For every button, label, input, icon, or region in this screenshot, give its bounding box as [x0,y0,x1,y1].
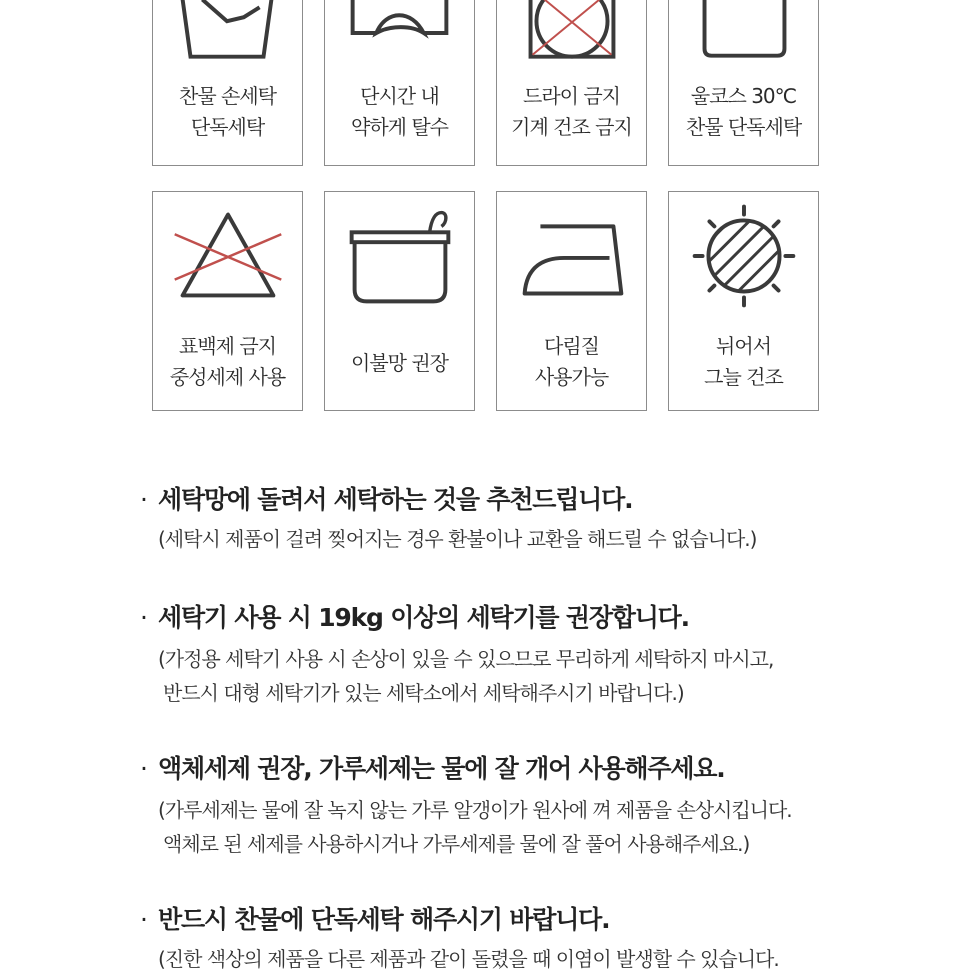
no-tumble-dry-icon [497,0,646,69]
card-line: 찬물 손세탁 [179,84,276,108]
care-card-wring [324,0,475,166]
note-detail: (가루세제는 물에 잘 녹지 않는 가루 알갱이가 원사에 껴 제품을 손상시킵니다. [158,798,792,822]
card-line: 그늘 건조 [704,365,783,389]
note-item [140,900,940,976]
note-detail: (가정용 세탁기 사용 시 손상이 있을 수 있으므로 무리하게 세탁하지 마시고, [158,647,774,671]
card-line: 표백제 금지 [179,334,276,358]
hand-wash-icon [153,0,302,69]
note-title: 세탁기 사용 시 19kg 이상의 세탁기를 권장합니다. [158,603,689,632]
card-line: 사용가능 [534,365,609,389]
care-card-laundry-net [324,191,475,411]
note-detail: (진한 색상의 제품을 다른 제품과 같이 돌렸을 때 이염이 발생할 수 있습니다. [158,947,779,971]
iron-icon [497,192,646,317]
note-item [140,598,940,710]
card-line: 단시간 내 [360,84,439,108]
care-card-no-bleach [152,191,303,411]
note-title: 세탁망에 돌려서 세탁하는 것을 추천드립니다. [158,485,633,514]
gentle-wring-icon [325,0,474,69]
note-detail: 반드시 대형 세탁기가 있는 세탁소에서 세탁해주시기 바랍니다.) [163,681,684,705]
wool-wash-icon [669,0,818,69]
card-line: 중성세제 사용 [169,365,286,389]
card-line: 드라이 금지 [523,84,620,108]
card-line: 찬물 단독세탁 [685,115,802,139]
card-line: 기계 건조 금지 [511,115,632,139]
note-item [140,749,940,861]
note-detail: 액체로 된 세제를 사용하시거나 가루세제를 물에 잘 풀어 사용해주세요.) [163,832,750,856]
card-line: 울코스 30℃ [690,84,797,108]
note-detail: (세탁시 제품이 걸려 찢어지는 경우 환불이나 교환을 해드릴 수 없습니다.) [158,527,757,551]
dry-flat-shade-icon [669,192,818,317]
card-line: 다림질 [544,334,599,358]
laundry-net-icon [325,192,474,317]
note-title: 반드시 찬물에 단독세탁 해주시기 바랍니다. [158,905,610,934]
note-item [140,480,940,556]
card-line: 단독세탁 [190,115,265,139]
note-title: 액체세제 권장, 가루세제는 물에 잘 개어 사용해주세요. [158,754,725,783]
care-card-iron [496,191,647,411]
card-line: 이불망 권장 [351,351,448,375]
card-line: 약하게 탈수 [351,115,448,139]
care-card-no-dry [496,0,647,166]
card-line: 뉘어서 [716,334,771,358]
bullet: · [140,603,147,632]
no-bleach-icon [153,192,302,317]
care-card-dry-shade [668,191,819,411]
bullet: · [140,485,147,514]
care-card-hand-wash [152,0,303,166]
care-card-wool [668,0,819,166]
bullet: · [140,754,147,783]
bullet: · [140,905,147,934]
